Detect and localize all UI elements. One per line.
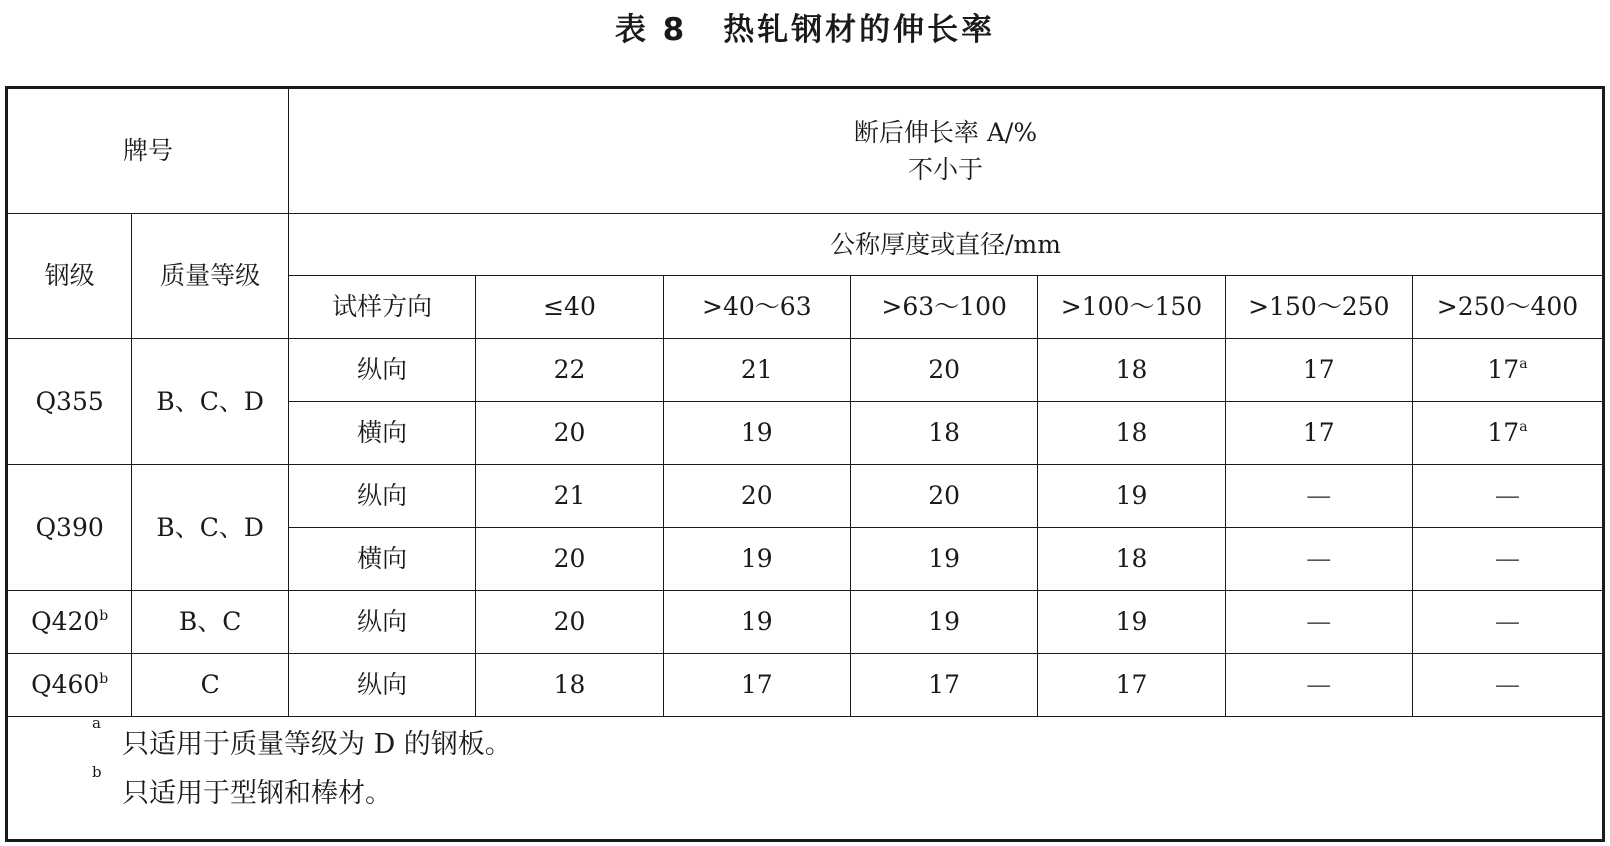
footnotes xyxy=(8,701,1602,839)
value-cell: 19 xyxy=(850,528,1037,591)
table-caption: 热轧钢材的伸长率 xyxy=(723,12,996,48)
direction-cell: 纵向 xyxy=(289,591,476,654)
header-range: >63～100 xyxy=(850,276,1037,339)
grade-cell: Q420$^b$ xyxy=(8,591,132,654)
footnote-text: 只适用于质量等级为 D 的钢板。 xyxy=(122,729,512,760)
value-cell: 19 xyxy=(663,591,850,654)
value-cell: 21 xyxy=(476,465,663,528)
footnote-ref: a xyxy=(1519,356,1528,373)
header-thickness: 公称厚度或直径/mm xyxy=(289,214,1603,276)
quality-cell: B、C xyxy=(132,591,289,654)
footnote-mark: b xyxy=(92,763,102,781)
value-cell: 17 xyxy=(850,654,1037,717)
grade-cell: Q460$^b$ xyxy=(8,654,132,717)
table-number: 表 8 xyxy=(614,12,688,48)
value-cell: — xyxy=(1412,465,1602,528)
value-cell: 19 xyxy=(1038,591,1225,654)
header-elongation-line1: 断后伸长率 A/% xyxy=(853,117,1038,147)
header-elongation-line2: 不小于 xyxy=(907,155,983,184)
value-cell: 20 xyxy=(476,528,663,591)
header-direction: 试样方向 xyxy=(289,276,476,339)
header-elongation xyxy=(289,89,1603,214)
footnote-ref: b xyxy=(99,671,109,688)
value-cell: 17 xyxy=(1038,654,1225,717)
footnote-ref: a xyxy=(1519,419,1528,436)
value-cell: 19 xyxy=(663,528,850,591)
elongation-table xyxy=(8,89,1602,717)
value-cell: — xyxy=(1225,654,1412,717)
grade-cell: Q355 xyxy=(8,339,132,465)
value-cell: 19 xyxy=(1038,465,1225,528)
footnote-text: 只适用于型钢和棒材。 xyxy=(122,778,392,809)
quality-cell: C xyxy=(132,654,289,717)
value-cell: 19 xyxy=(850,591,1037,654)
value-cell: — xyxy=(1412,654,1602,717)
value-cell: 20 xyxy=(476,591,663,654)
value-cell: 18 xyxy=(476,654,663,717)
value-cell: 17$^a$ xyxy=(1412,339,1602,402)
value-cell: 17$^a$ xyxy=(1412,402,1602,465)
header-range: >250～400 xyxy=(1412,276,1602,339)
footnote-ref: b xyxy=(99,608,109,625)
value-cell: 17 xyxy=(663,654,850,717)
value-cell: 18 xyxy=(1038,402,1225,465)
quality-cell: B、C、D xyxy=(132,465,289,591)
direction-cell: 纵向 xyxy=(289,339,476,402)
value-cell: 21 xyxy=(663,339,850,402)
table-row xyxy=(8,339,1602,402)
value-cell: — xyxy=(1412,591,1602,654)
value-cell: — xyxy=(1225,591,1412,654)
value-cell: 19 xyxy=(663,402,850,465)
header-range: >150～250 xyxy=(1225,276,1412,339)
direction-cell: 横向 xyxy=(289,402,476,465)
value-cell: — xyxy=(1225,465,1412,528)
direction-cell: 纵向 xyxy=(289,465,476,528)
table-row xyxy=(8,465,1602,528)
table-title xyxy=(0,4,1610,49)
value-cell: 20 xyxy=(476,402,663,465)
direction-cell: 纵向 xyxy=(289,654,476,717)
header-brand: 牌号 xyxy=(8,89,289,214)
header-range: >40～63 xyxy=(663,276,850,339)
value-cell: — xyxy=(1225,528,1412,591)
header-range: ≤40 xyxy=(476,276,663,339)
value-cell: 22 xyxy=(476,339,663,402)
value-cell: 18 xyxy=(850,402,1037,465)
value-cell: 20 xyxy=(850,339,1037,402)
value-cell: 18 xyxy=(1038,339,1225,402)
value-cell: — xyxy=(1412,528,1602,591)
table-frame xyxy=(5,86,1605,842)
header-range: >100～150 xyxy=(1038,276,1225,339)
value-cell: 20 xyxy=(850,465,1037,528)
footnote-mark: a xyxy=(92,714,101,732)
value-cell: 17 xyxy=(1225,339,1412,402)
header-grade: 钢级 xyxy=(8,214,132,339)
table-row xyxy=(8,591,1602,654)
value-cell: 20 xyxy=(663,465,850,528)
quality-cell: B、C、D xyxy=(132,339,289,465)
value-cell: 18 xyxy=(1038,528,1225,591)
grade-cell: Q390 xyxy=(8,465,132,591)
header-quality: 质量等级 xyxy=(132,214,289,339)
value-cell: 17 xyxy=(1225,402,1412,465)
direction-cell: 横向 xyxy=(289,528,476,591)
